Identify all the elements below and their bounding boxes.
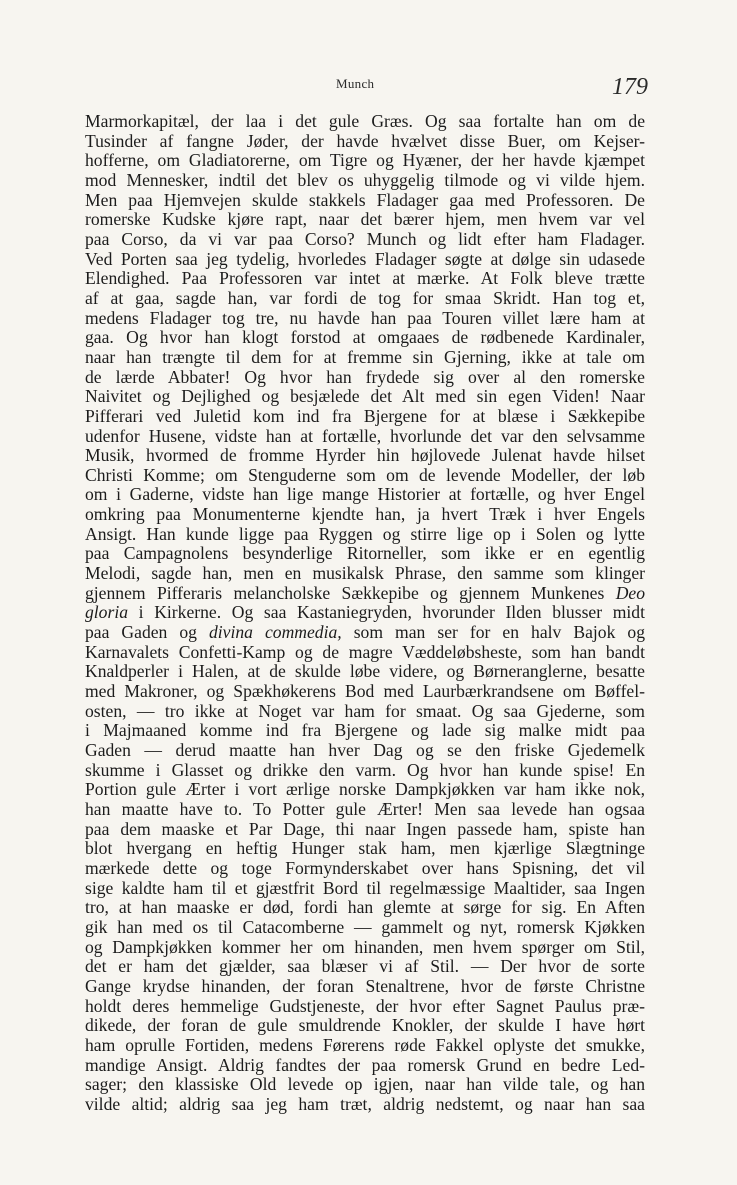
text-line: sager; den klassiske Old levede op igjen, naar han vilde tale, og han	[85, 1075, 645, 1095]
text-line: de lærde Abbater! Og hvor han frydede sig over al den romerske	[85, 367, 645, 387]
text-line: dikede, der foran de gule smuldrende Knokler, der skulde I have hørt	[85, 1016, 645, 1036]
text-line: vilde altid; aldrig saa jeg ham træt, aldrig nedstemt, og naar han saa	[85, 1094, 645, 1114]
text-line: det er ham det gjælder, saa blæser vi af Stil. — Der hvor de sorte	[85, 957, 645, 977]
text-line: om i Gaderne, vidste han lige mange Historier at fortælle, og hver Engel	[85, 485, 645, 505]
text-line: Portion gule Ærter i vort ærlige norske Dampkjøkken var ham ikke nok,	[85, 780, 645, 800]
text-line: romerske Kudske kjøre rapt, naar det bærer hjem, men hvem var vel	[85, 210, 645, 230]
text-line	[85, 623, 645, 643]
text-line: og Dampkjøkken kommer her om hinanden, men hvem spørger om Stil,	[85, 937, 645, 957]
running-title: Munch	[336, 76, 375, 91]
text-line: med Makroner, og Spækhøkerens Bod med Laurbærkrandsene om Bøffel-	[85, 682, 645, 702]
text-line: mandige Ansigt. Aldrig fandtes der paa romersk Grund en bedre Led-	[85, 1055, 645, 1075]
text-line: hofferne, om Gladiatorerne, om Tigre og Hyæner, der her havde kjæmpet	[85, 151, 645, 171]
text-line: Tusinder af fangne Jøder, der havde hvælvet disse Buer, om Kejser-	[85, 131, 645, 151]
text-segment: i Kirkerne. Og saa Kastaniegryden, hvorunder Ilden blusser midt	[128, 603, 645, 623]
italic-term: Deo	[615, 583, 645, 603]
text-line: osten, — tro ikke at Noget var ham for smaat. Og saa Gjederne, som	[85, 701, 645, 721]
text-line: Gaden — derud maatte han hver Dag og se den friske Gjedemelk	[85, 741, 645, 760]
text-line: Elendighed. Paa Professoren var intet at mærke. At Folk bleve trætte	[85, 269, 645, 289]
text-segment: som man ser for en halv Bajok og	[341, 623, 645, 643]
italic-term: divina commedia,	[208, 623, 342, 643]
text-line: Melodi, sagde han, men en musikalsk Phrase, den samme som klinger	[85, 564, 645, 584]
text-line: omkring paa Monumenterne kjendte han, ja hvert Træk i hver Engels	[85, 505, 645, 525]
text-line: gik han med os til Catacomberne — gammelt og nyt, romersk Kjøkken	[85, 917, 645, 937]
text-line: Gange krydse hinanden, der foran Stenaltrene, hvor de første Christne	[85, 976, 645, 996]
text-line: paa dem maaske et Par Dage, thi naar Ingen passede ham, spiste han	[85, 819, 645, 839]
text-line	[85, 584, 645, 604]
text-line: naar han trængte til dem for at fremme sin Gjerning, ikke at tale om	[85, 347, 645, 367]
text-line: skumme i Glasset og drikke den varm. Og hvor han kunde spise! En	[85, 760, 645, 780]
text-segment: paa Gaden og	[85, 623, 209, 643]
text-line: paa Corso, da vi var paa Corso? Munch og lidt efter ham Fladager.	[85, 229, 645, 249]
text-line: tro, at han maaske er død, fordi han glemte at sørge for sig. En Aften	[85, 898, 645, 918]
text-line: ham oprulle Fortiden, medens Førerens røde Fakkel oplyste det smukke,	[85, 1035, 645, 1055]
text-line: i Majmaaned komme ind fra Bjergene og lade sig malke midt paa	[85, 721, 645, 741]
text-line: sige kaldte ham til et gjæstfrit Bord til regelmæssige Maaltider, saa Ingen	[85, 878, 645, 898]
page-number: 179	[612, 74, 648, 100]
text-line: medens Fladager tog tre, nu havde han paa Touren villet lære ham at	[85, 308, 645, 328]
text-line: udenfor Husene, vidste han at fortælle, hvorlunde det var den selvsamme	[85, 426, 645, 446]
text-line: Christi Komme; om Stenguderne som om de levende Modeller, der løb	[85, 465, 645, 485]
text-line: Pifferari ved Juletid kom ind fra Bjergene for at blæse i Sækkepibe	[85, 406, 645, 426]
text-line: Ansigt. Han kunde ligge paa Ryggen og stirre lige op i Solen og lytte	[85, 524, 645, 544]
italic-term: gloria	[85, 603, 129, 623]
text-line: mod Mennesker, indtil det blev os uhyggelig tilmode og vi vilde hjem.	[85, 170, 645, 190]
text-line: holdt deres hemmelige Gudstjeneste, der hvor efter Sagnet Paulus præ-	[85, 996, 645, 1016]
text-line: gaa. Og hvor han klogt forstod at omgaaes de rødbenede Kardinaler,	[85, 328, 645, 348]
text-line: Knaldperler i Halen, at de skulde løbe videre, og Børneranglerne, besatte	[85, 662, 645, 682]
text-line: Naivitet og Dejlighed og besjælede det Alt med sin egen Viden! Naar	[85, 387, 645, 407]
text-line: Ved Porten saa jeg tydelig, hvorledes Fladager søgte at dølge sin udasede	[85, 249, 645, 269]
text-line: Musik, hvormed de fromme Hyrder hin højlovede Julenat havde hilset	[85, 446, 645, 466]
text-line: mærkede dette og toge Formynderskabet over hans Spisning, det vil	[85, 858, 645, 878]
text-line: blot hvergang en heftig Hunger stak ham, men kjærlige Slægtninge	[85, 839, 645, 859]
text-line: Marmorkapitæl, der laa i det gule Græs. Og saa fortalte han om de	[85, 112, 645, 131]
text-line: Men paa Hjemvejen skulde stakkels Fladager gaa med Professoren. De	[85, 190, 645, 210]
body-paragraph	[85, 112, 645, 1114]
text-line: Karnavalets Confetti-Kamp og de magre Væddeløbsheste, som han bandt	[85, 642, 645, 662]
text-line: af at gaa, sagde han, var fordi de tog for smaa Skridt. Han tog et,	[85, 288, 645, 308]
text-line: paa Campagnolens besynderlige Ritorneller, som ikke er en egentlig	[85, 544, 645, 564]
text-segment: gjennem Pifferaris melancholske Sækkepibe og gjennem Munkenes	[85, 583, 616, 603]
text-line	[85, 603, 645, 623]
text-line: han maatte have to. To Potter gule Ærter! Men saa levede han ogsaa	[85, 799, 645, 819]
